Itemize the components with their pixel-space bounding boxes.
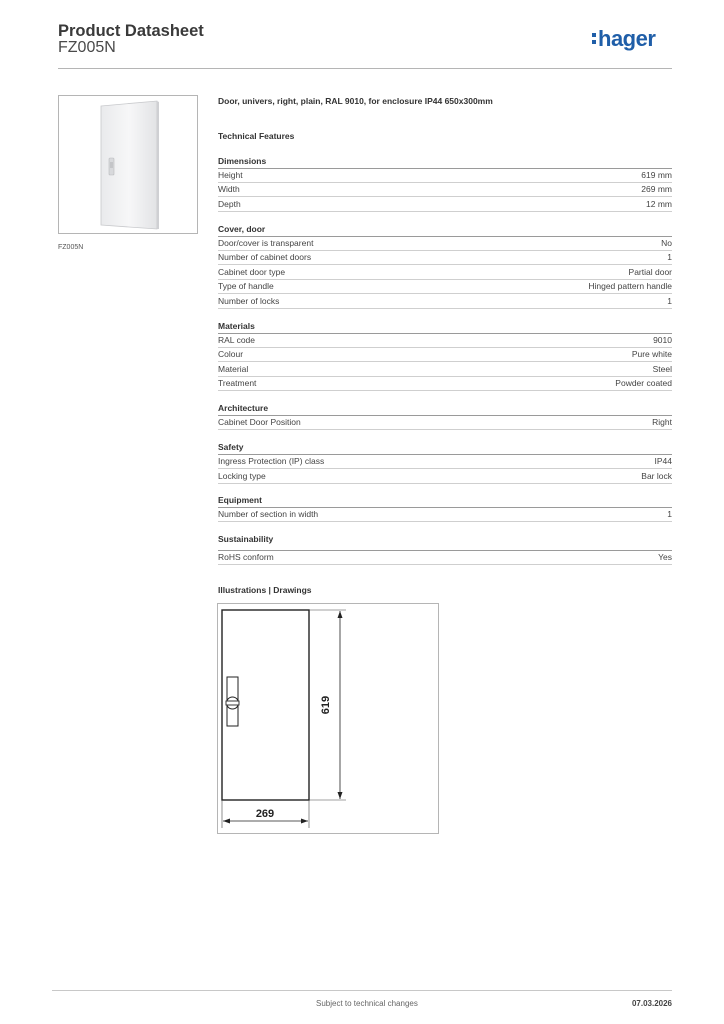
footer-note: Subject to technical changes xyxy=(316,999,418,1008)
table-row xyxy=(218,363,672,377)
row-value: 9010 xyxy=(653,335,672,345)
row-key: Cabinet Door Position xyxy=(218,417,301,427)
table-row xyxy=(218,183,672,197)
section-title-sustainability: Sustainability xyxy=(218,534,274,544)
row-value: 269 mm xyxy=(641,184,672,194)
product-thumbnail xyxy=(58,95,198,234)
table-row xyxy=(218,198,672,212)
footer-divider xyxy=(52,990,672,991)
row-key: Type of handle xyxy=(218,281,274,291)
handle-icon xyxy=(226,677,239,726)
width-dimension-label: 269 xyxy=(255,808,275,820)
row-value: 12 mm xyxy=(646,199,672,209)
height-dimension-label: 619 xyxy=(320,695,332,715)
row-key: Material xyxy=(218,364,249,374)
row-value: No xyxy=(661,238,672,248)
row-key: Cabinet door type xyxy=(218,267,286,277)
door-drawing-icon xyxy=(218,604,438,833)
row-key: Number of cabinet doors xyxy=(218,252,312,262)
row-key: Locking type xyxy=(218,471,266,481)
technical-features-heading: Technical Features xyxy=(218,131,295,141)
table-row xyxy=(218,455,672,469)
row-value: 1 xyxy=(667,252,672,262)
section-title-materials: Materials xyxy=(218,321,255,331)
row-key: Door/cover is transparent xyxy=(218,238,314,248)
table-row xyxy=(218,251,672,265)
section-title-cover-door: Cover, door xyxy=(218,224,266,234)
table-row xyxy=(218,348,672,362)
table-row xyxy=(218,470,672,484)
row-value: Partial door xyxy=(628,267,672,277)
row-value: Bar lock xyxy=(641,471,672,481)
door-thumbnail-icon xyxy=(59,96,197,233)
logo-text: hager xyxy=(598,26,656,51)
row-key: Width xyxy=(218,184,240,194)
footer-date: 07.03.2026 xyxy=(631,999,672,1008)
section-title-architecture: Architecture xyxy=(218,403,269,413)
logo-dots-icon xyxy=(592,33,597,47)
row-key: Height xyxy=(218,170,243,180)
table-row xyxy=(218,280,672,294)
row-key: Depth xyxy=(218,199,241,209)
row-value: 1 xyxy=(667,296,672,306)
row-key: RAL code xyxy=(218,335,256,345)
row-value: Powder coated xyxy=(615,378,672,388)
row-key: Number of locks xyxy=(218,296,280,306)
row-value: Right xyxy=(652,417,672,427)
row-value: 1 xyxy=(667,509,672,519)
row-value: Steel xyxy=(652,364,672,374)
product-description: Door, univers, right, plain, RAL 9010, for enclosure IP44 650x300mm xyxy=(218,96,493,106)
row-key: RoHS conform xyxy=(218,552,274,562)
row-key: Number of section in width xyxy=(218,509,319,519)
table-row xyxy=(218,377,672,391)
row-key: Treatment xyxy=(218,378,257,388)
document-title: Product Datasheet xyxy=(58,22,204,40)
row-value: IP44 xyxy=(654,456,672,466)
thumbnail-label: FZ005N xyxy=(58,244,84,251)
table-row xyxy=(218,334,672,348)
table-row xyxy=(218,266,672,280)
table-row xyxy=(218,416,672,430)
row-key: Colour xyxy=(218,349,244,359)
technical-drawing xyxy=(217,603,439,834)
table-row xyxy=(218,508,672,522)
table-row xyxy=(218,169,672,183)
product-code: FZ005N xyxy=(58,39,116,56)
hager-logo xyxy=(592,28,655,50)
section-title-equipment: Equipment xyxy=(218,495,262,505)
section-title-safety: Safety xyxy=(218,442,244,452)
illustrations-heading: Illustrations | Drawings xyxy=(218,585,312,595)
row-key: Ingress Protection (IP) class xyxy=(218,456,325,466)
header-divider xyxy=(58,68,672,69)
row-value: Hinged pattern handle xyxy=(588,281,672,291)
table-row xyxy=(218,295,672,309)
row-value: Yes xyxy=(658,552,672,562)
table-row xyxy=(218,551,672,565)
table-row xyxy=(218,237,672,251)
row-value: Pure white xyxy=(631,349,672,359)
row-value: 619 mm xyxy=(641,170,672,180)
section-title-dimensions: Dimensions xyxy=(218,156,267,166)
